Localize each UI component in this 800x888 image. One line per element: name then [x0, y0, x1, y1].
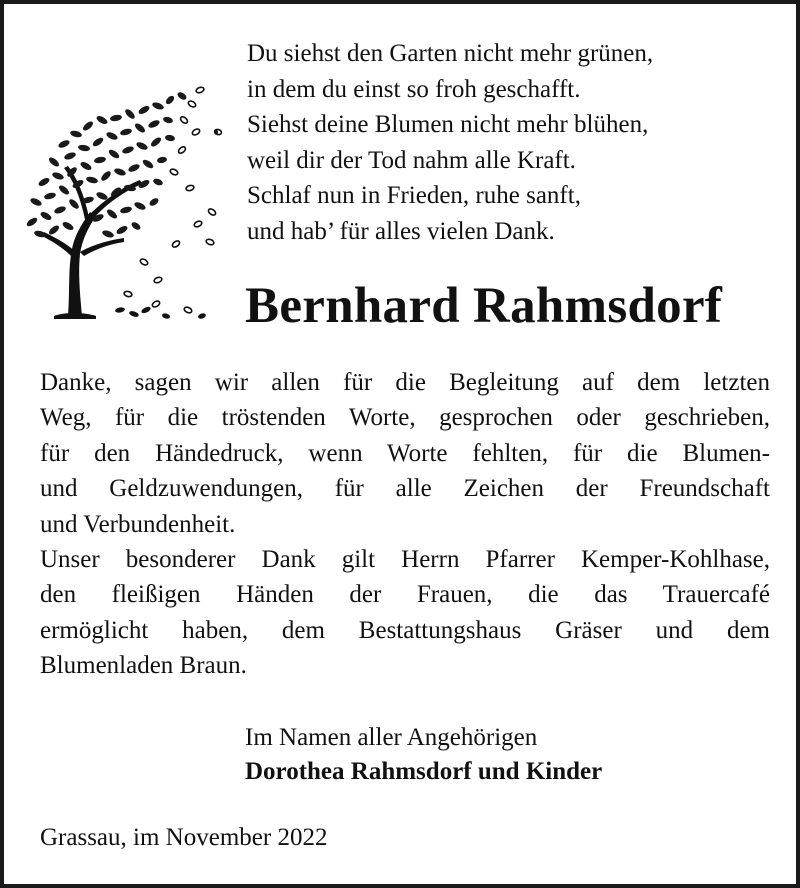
signature-names: Dorothea Rahmsdorf und Kinder [245, 758, 603, 785]
message-line: und Verbundenheit. [40, 510, 236, 538]
poem-line: Du siehst den Garten nicht mehr grünen, [247, 40, 654, 67]
message-line: Unser besonderer Dank gilt Herrn Pfarrer Kemper-Kohlhase, [40, 546, 770, 574]
signature-intro: Im Namen aller Angehörigen [245, 724, 538, 751]
message-line: für den Händedruck, wenn Worte fehlten, für die Blumen- [40, 439, 770, 467]
place-date: Grassau, im November 2022 [40, 824, 328, 851]
poem-line: Siehst deine Blumen nicht mehr blühen, [247, 111, 649, 138]
message-line: den fleißigen Händen der Frauen, die das Trauercafé [40, 581, 770, 609]
poem-line: und hab’ für alles vielen Dank. [247, 217, 555, 245]
message-line: Weg, für die tröstenden Worte, gesprochen oder geschrieben, [40, 404, 770, 432]
message-line: ermöglicht haben, dem Bestattungshaus Gräser und dem [40, 616, 770, 644]
message-line: Blumenladen Braun. [40, 652, 247, 680]
poem-line: weil dir der Tod nahm alle Kraft. [247, 146, 576, 174]
deceased-name: Bernhard Rahmsdorf [245, 278, 723, 334]
message-line: und Geldzuwendungen, für alle Zeichen der Freundschaft [40, 475, 770, 503]
poem-line: in dem du einst so froh geschafft. [247, 75, 581, 103]
signature-block [245, 721, 602, 789]
message-line: Danke, sagen wir allen für die Begleitung auf dem letzten [40, 369, 770, 396]
thank-you-message [40, 365, 770, 684]
windblown-tree-icon [24, 84, 234, 334]
poem [247, 36, 787, 249]
poem-line: Schlaf nun in Frieden, ruhe sanft, [247, 182, 581, 209]
